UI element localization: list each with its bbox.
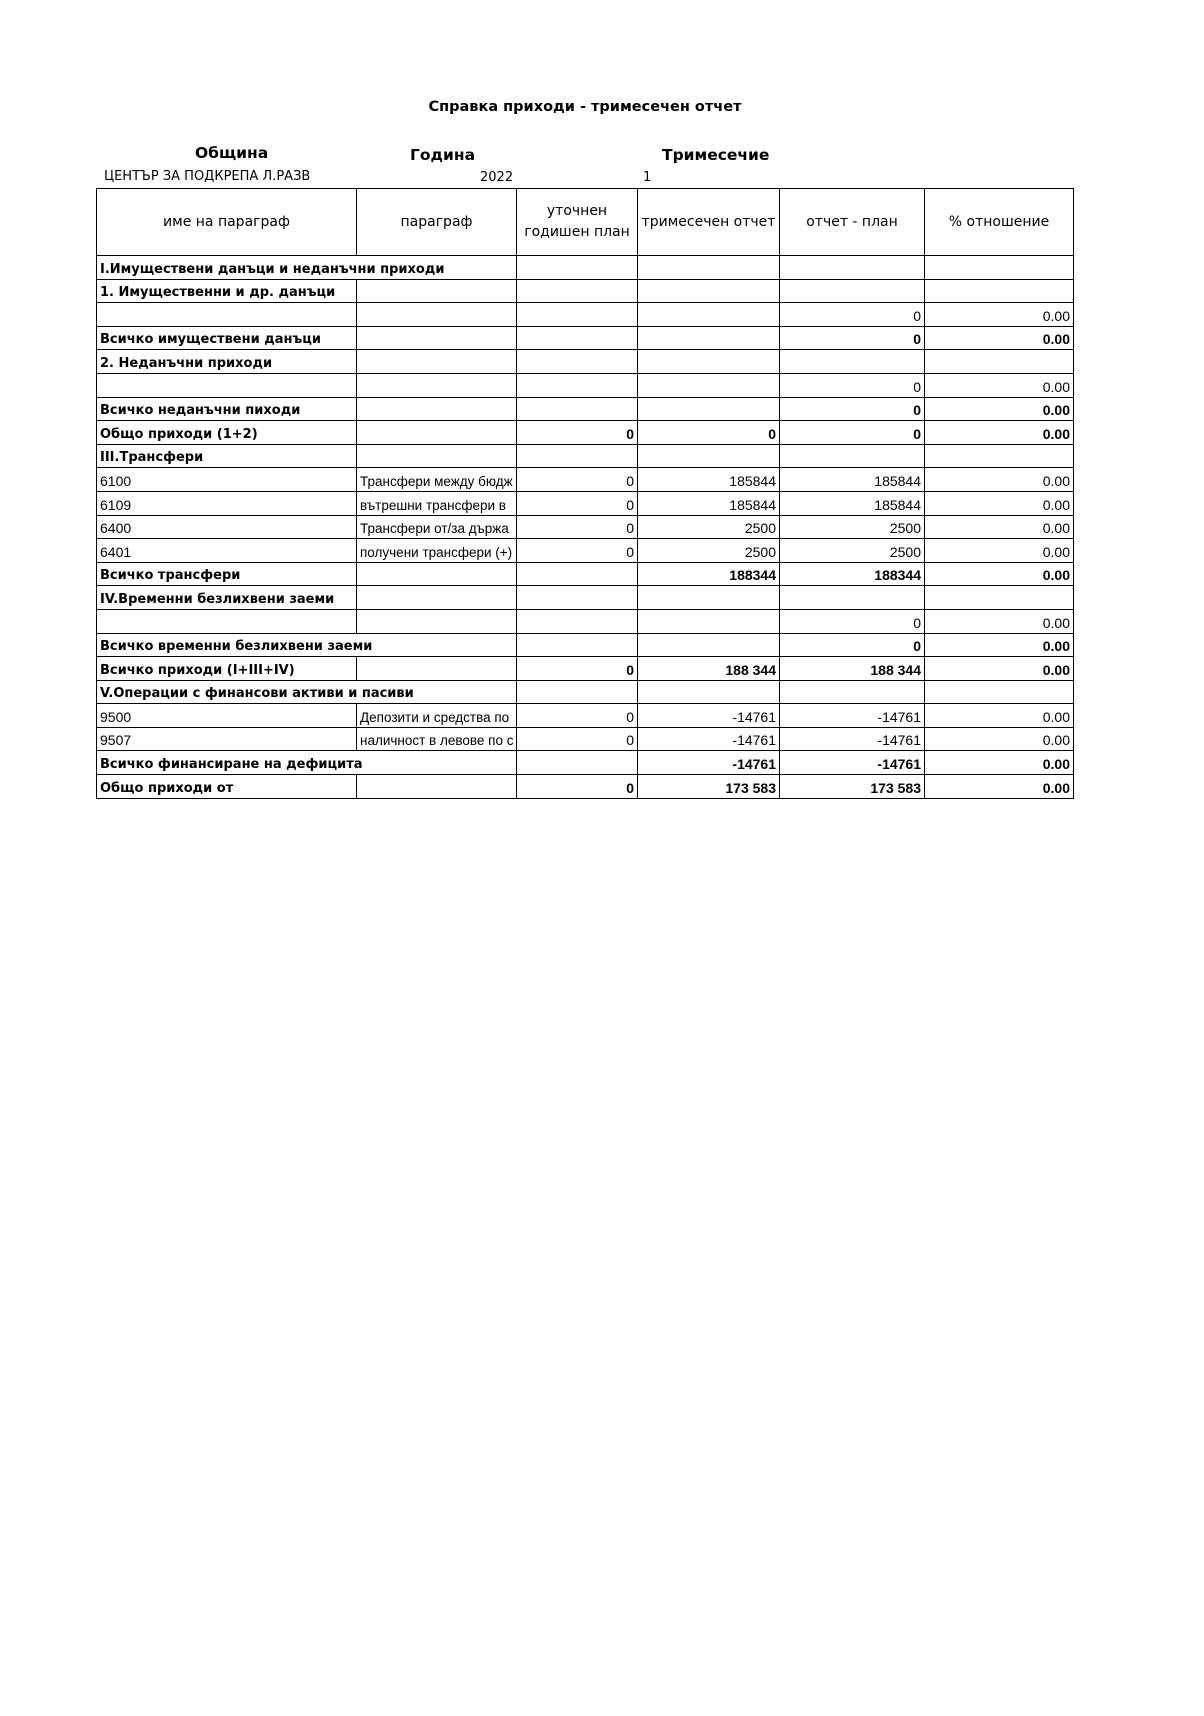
table-cell [357,397,517,421]
total-row [97,657,1074,681]
table-cell: 2500 [780,539,925,563]
table-cell: 2500 [638,539,780,563]
table-cell [638,373,780,397]
table-cell: 0.00 [925,303,1074,327]
table-cell [780,256,925,280]
table-cell: -14761 [638,704,780,728]
table-cell: 0 [780,303,925,327]
table-cell: 0.00 [925,373,1074,397]
table-cell [925,444,1074,468]
table-cell [925,256,1074,280]
table-cell: 0.00 [925,633,1074,657]
table-header-row [97,189,1074,256]
table-cell: 0 [517,491,638,515]
table-cell: Трансфери между бюдж [357,468,517,492]
table-cell [638,633,780,657]
total-row [97,326,1074,350]
table-cell: получени трансфери (+) [357,539,517,563]
total-label: Всичко финансиране на дефицита [97,751,517,775]
subsection-heading: 2. Неданъчни приходи [97,350,357,374]
table-row [97,256,1074,280]
table-cell: 188 344 [780,657,925,681]
table-cell: 6109 [97,491,357,515]
table-cell [97,373,357,397]
table-cell [357,350,517,374]
table-cell: 185844 [638,468,780,492]
table-cell [638,397,780,421]
table-cell [780,444,925,468]
table-cell [517,680,638,704]
table-cell [357,373,517,397]
quarter-label: Тримесечие [662,146,770,164]
table-cell [638,256,780,280]
table-cell: 0.00 [925,775,1074,799]
table-cell: 0 [780,609,925,633]
table-row [97,515,1074,539]
table-cell: 0 [517,775,638,799]
table-cell: 188 344 [638,657,780,681]
section-heading: III.Трансфери [97,444,357,468]
column-header-percent-ratio: % отношение [925,189,1074,256]
column-header-report-plan: отчет - план [780,189,925,256]
total-row [97,421,1074,445]
table-row [97,491,1074,515]
total-row [97,633,1074,657]
table-cell: 9500 [97,704,357,728]
table-cell: 0 [780,421,925,445]
table-cell [925,680,1074,704]
total-row [97,562,1074,586]
table-cell: 0 [517,657,638,681]
table-cell: 0.00 [925,657,1074,681]
table-cell: 6100 [97,468,357,492]
table-cell: -14761 [780,704,925,728]
section-heading: I.Имуществени данъци и неданъчни приходи [97,256,517,280]
table-cell: 0.00 [925,515,1074,539]
table-row [97,539,1074,563]
table-cell [638,326,780,350]
table-row [97,468,1074,492]
table-cell: 2500 [638,515,780,539]
table-cell: 0.00 [925,491,1074,515]
table-row [97,350,1074,374]
table-cell [517,350,638,374]
table-cell [517,373,638,397]
table-cell [517,751,638,775]
table-cell [517,444,638,468]
table-cell [357,421,517,445]
table-cell: 0 [780,633,925,657]
table-row [97,373,1074,397]
column-header-annual-plan: уточнен годишен план [517,189,638,256]
municipality-label: Община [195,144,269,162]
table-cell: Трансфери от/за държа [357,515,517,539]
quarter-value: 1 [643,170,652,185]
table-cell: наличност в левове по с [357,727,517,751]
table-cell [925,586,1074,610]
table-cell: 0.00 [925,397,1074,421]
table-cell [638,680,780,704]
year-value: 2022 [480,170,514,185]
table-cell [638,609,780,633]
table-cell: 0.00 [925,326,1074,350]
total-label: Всичко приходи (I+III+IV) [97,657,357,681]
table-cell: 0.00 [925,704,1074,728]
table-cell [925,279,1074,303]
table-cell: 188344 [780,562,925,586]
table-row [97,727,1074,751]
table-cell [517,562,638,586]
column-header-paragraph-name: име на параграф [97,189,357,256]
table-cell [638,279,780,303]
table-cell: 0.00 [925,609,1074,633]
table-cell: 2500 [780,515,925,539]
section-heading: V.Операции с финансови активи и пасиви [97,680,517,704]
table-cell: 0 [517,539,638,563]
table-cell: -14761 [780,751,925,775]
table-cell [638,586,780,610]
table-cell: 185844 [780,491,925,515]
total-label: Всичко трансфери [97,562,357,586]
report-title: Справка приходи - тримесечен отчет [428,99,742,115]
table-cell [357,562,517,586]
column-header-quarterly-report: тримесечен отчет [638,189,780,256]
table-row [97,279,1074,303]
table-cell [517,326,638,350]
table-cell [357,586,517,610]
table-row [97,444,1074,468]
section-heading: IV.Временни безлихвени заеми [97,586,357,610]
table-cell: 0 [517,421,638,445]
column-header-paragraph: параграф [357,189,517,256]
table-cell [357,279,517,303]
table-cell [780,279,925,303]
table-cell: 0 [780,397,925,421]
table-cell: 188344 [638,562,780,586]
total-label: Общо приходи от [97,775,357,799]
table-cell: 185844 [638,491,780,515]
total-label: Общо приходи (1+2) [97,421,357,445]
table-cell: 0 [780,326,925,350]
table-cell [517,256,638,280]
total-row [97,751,1074,775]
table-cell: 0.00 [925,751,1074,775]
total-label: Всичко неданъчни пиходи [97,397,357,421]
table-cell: 0 [780,373,925,397]
table-cell [357,303,517,327]
revenue-report-table [96,188,1074,799]
table-cell: 0 [517,727,638,751]
table-cell: 0.00 [925,539,1074,563]
table-cell [97,609,357,633]
table-cell: 0.00 [925,727,1074,751]
table-cell [517,633,638,657]
table-cell: вътрешни трансфери в [357,491,517,515]
total-row [97,397,1074,421]
table-cell [517,279,638,303]
table-cell [638,444,780,468]
table-cell [517,397,638,421]
table-cell: -14761 [638,727,780,751]
table-cell [97,303,357,327]
table-cell: 173 583 [638,775,780,799]
table-cell: Депозити и средства по [357,704,517,728]
table-row [97,704,1074,728]
table-cell: 0 [638,421,780,445]
table-cell [517,303,638,327]
table-cell: 6401 [97,539,357,563]
table-cell: 0 [517,468,638,492]
table-row [97,609,1074,633]
table-cell: 173 583 [780,775,925,799]
subsection-heading: 1. Имущественни и др. данъци [97,279,357,303]
table-row [97,303,1074,327]
year-label: Година [410,146,476,164]
table-cell: 0.00 [925,421,1074,445]
municipality-value: ЦЕНТЪР ЗА ПОДКРЕПА Л.РАЗВ [104,169,311,184]
total-label: Всичко временни безлихвени заеми [97,633,517,657]
grand-total-row [97,775,1074,799]
table-cell [780,350,925,374]
table-cell [357,775,517,799]
table-cell: 0 [517,515,638,539]
total-label: Всичко имуществени данъци [97,326,357,350]
table-cell: -14761 [638,751,780,775]
table-cell: 0 [517,704,638,728]
table-row [97,586,1074,610]
table-row [97,680,1074,704]
table-cell [517,609,638,633]
table-cell: 9507 [97,727,357,751]
table-cell [925,350,1074,374]
table-cell: 6400 [97,515,357,539]
table-cell [638,303,780,327]
table-cell: 185844 [780,468,925,492]
table-cell: 0.00 [925,562,1074,586]
table-cell [357,326,517,350]
table-cell [357,444,517,468]
table-cell [357,657,517,681]
table-cell [780,680,925,704]
table-cell [638,350,780,374]
table-cell [780,586,925,610]
table-cell [357,609,517,633]
table-cell [517,586,638,610]
table-cell: -14761 [780,727,925,751]
table-cell: 0.00 [925,468,1074,492]
